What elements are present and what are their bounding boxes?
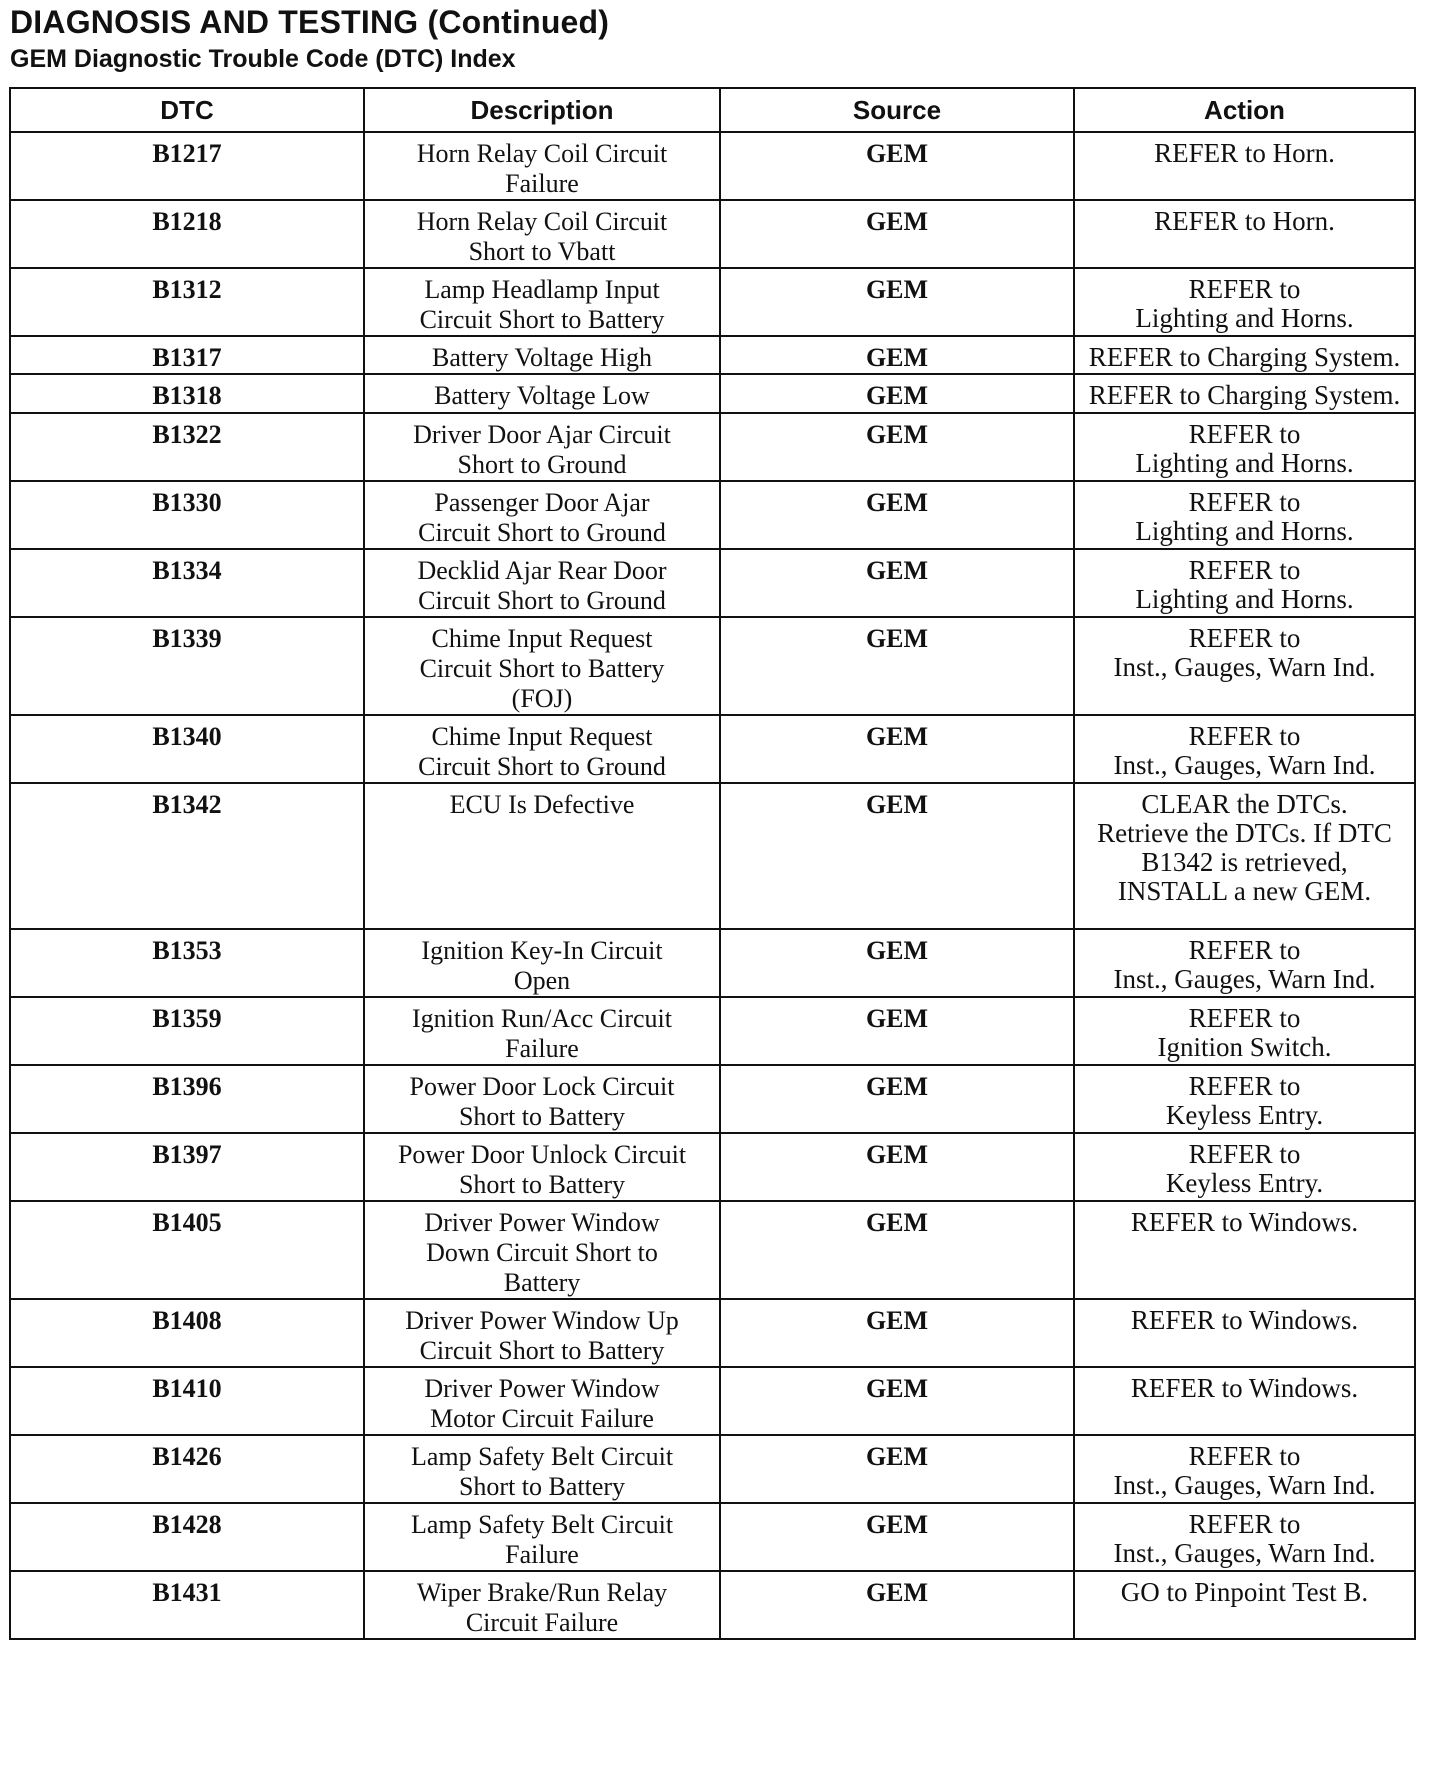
dtc-source: GEM — [720, 997, 1074, 1065]
dtc-action: REFER to Ignition Switch. — [1074, 997, 1415, 1065]
table-row — [10, 1133, 1415, 1201]
dtc-description: Horn Relay Coil Circuit Failure — [364, 132, 720, 200]
dtc-description: Battery Voltage Low — [364, 374, 720, 413]
dtc-source: GEM — [720, 336, 1074, 374]
dtc-source: GEM — [720, 1133, 1074, 1201]
table-row — [10, 715, 1415, 783]
dtc-code: B1431 — [10, 1571, 364, 1639]
dtc-description: Passenger Door Ajar Circuit Short to Ground — [364, 481, 720, 549]
table-row — [10, 549, 1415, 617]
table-body — [10, 132, 1415, 1639]
dtc-action: REFER to Horn. — [1074, 132, 1415, 200]
dtc-code: B1340 — [10, 715, 364, 783]
dtc-code: B1397 — [10, 1133, 364, 1201]
dtc-source: GEM — [720, 481, 1074, 549]
table-row — [10, 997, 1415, 1065]
dtc-action: REFER to Keyless Entry. — [1074, 1133, 1415, 1201]
dtc-code: B1408 — [10, 1299, 364, 1367]
dtc-source: GEM — [720, 783, 1074, 929]
page-title: DIAGNOSIS AND TESTING (Continued) — [10, 4, 610, 40]
dtc-code: B1318 — [10, 374, 364, 413]
dtc-description: Lamp Safety Belt Circuit Failure — [364, 1503, 720, 1571]
table-row — [10, 1435, 1415, 1503]
dtc-source: GEM — [720, 617, 1074, 715]
table-row — [10, 617, 1415, 715]
dtc-index-table — [9, 87, 1416, 1640]
table-row — [10, 783, 1415, 929]
dtc-code: B1339 — [10, 617, 364, 715]
dtc-code: B1218 — [10, 200, 364, 268]
dtc-action: REFER to Charging System. — [1074, 336, 1415, 374]
dtc-description: Battery Voltage High — [364, 336, 720, 374]
dtc-description: Ignition Key-In Circuit Open — [364, 929, 720, 997]
dtc-source: GEM — [720, 1201, 1074, 1299]
table-row — [10, 132, 1415, 200]
dtc-code: B1410 — [10, 1367, 364, 1435]
dtc-source: GEM — [720, 1435, 1074, 1503]
dtc-description: Lamp Headlamp Input Circuit Short to Battery — [364, 268, 720, 336]
dtc-description: Chime Input Request Circuit Short to Battery (FOJ) — [364, 617, 720, 715]
table-row — [10, 929, 1415, 997]
dtc-code: B1428 — [10, 1503, 364, 1571]
dtc-code: B1396 — [10, 1065, 364, 1133]
dtc-source: GEM — [720, 1503, 1074, 1571]
dtc-description: Horn Relay Coil Circuit Short to Vbatt — [364, 200, 720, 268]
dtc-code: B1330 — [10, 481, 364, 549]
dtc-action: REFER to Windows. — [1074, 1367, 1415, 1435]
dtc-source: GEM — [720, 374, 1074, 413]
dtc-action: CLEAR the DTCs. Retrieve the DTCs. If DTC B1342 is retrieved, INSTALL a new GEM. — [1074, 783, 1415, 929]
dtc-action: REFER to Windows. — [1074, 1299, 1415, 1367]
dtc-description: Power Door Unlock Circuit Short to Battery — [364, 1133, 720, 1201]
dtc-code: B1217 — [10, 132, 364, 200]
dtc-source: GEM — [720, 929, 1074, 997]
table-row — [10, 1201, 1415, 1299]
dtc-description: Driver Power Window Up Circuit Short to Battery — [364, 1299, 720, 1367]
column-header-description: Description — [364, 88, 720, 132]
dtc-description: Driver Power Window Motor Circuit Failure — [364, 1367, 720, 1435]
dtc-code: B1353 — [10, 929, 364, 997]
dtc-action: REFER to Lighting and Horns. — [1074, 413, 1415, 481]
dtc-description: Lamp Safety Belt Circuit Short to Battery — [364, 1435, 720, 1503]
column-header-source: Source — [720, 88, 1074, 132]
dtc-description: Chime Input Request Circuit Short to Ground — [364, 715, 720, 783]
table-row — [10, 336, 1415, 374]
dtc-code: B1359 — [10, 997, 364, 1065]
dtc-action: REFER to Lighting and Horns. — [1074, 268, 1415, 336]
dtc-code: B1322 — [10, 413, 364, 481]
dtc-description: ECU Is Defective — [364, 783, 720, 929]
table-row — [10, 481, 1415, 549]
dtc-action: REFER to Inst., Gauges, Warn Ind. — [1074, 929, 1415, 997]
dtc-description: Driver Door Ajar Circuit Short to Ground — [364, 413, 720, 481]
table-row — [10, 1503, 1415, 1571]
table-row — [10, 1065, 1415, 1133]
dtc-source: GEM — [720, 1065, 1074, 1133]
dtc-action: REFER to Charging System. — [1074, 374, 1415, 413]
dtc-description: Driver Power Window Down Circuit Short to Battery — [364, 1201, 720, 1299]
table-title: GEM Diagnostic Trouble Code (DTC) Index — [10, 45, 516, 73]
dtc-action: GO to Pinpoint Test B. — [1074, 1571, 1415, 1639]
dtc-code: B1312 — [10, 268, 364, 336]
dtc-description: Wiper Brake/Run Relay Circuit Failure — [364, 1571, 720, 1639]
dtc-description: Decklid Ajar Rear Door Circuit Short to Ground — [364, 549, 720, 617]
dtc-source: GEM — [720, 1299, 1074, 1367]
dtc-code: B1405 — [10, 1201, 364, 1299]
dtc-action: REFER to Inst., Gauges, Warn Ind. — [1074, 715, 1415, 783]
dtc-source: GEM — [720, 715, 1074, 783]
dtc-code: B1426 — [10, 1435, 364, 1503]
dtc-source: GEM — [720, 1367, 1074, 1435]
table-header-row — [10, 88, 1415, 132]
dtc-source: GEM — [720, 549, 1074, 617]
table-row — [10, 268, 1415, 336]
dtc-code: B1342 — [10, 783, 364, 929]
table-row — [10, 1299, 1415, 1367]
dtc-action: REFER to Inst., Gauges, Warn Ind. — [1074, 1503, 1415, 1571]
dtc-action: REFER to Lighting and Horns. — [1074, 549, 1415, 617]
dtc-description: Ignition Run/Acc Circuit Failure — [364, 997, 720, 1065]
table-row — [10, 374, 1415, 413]
dtc-source: GEM — [720, 268, 1074, 336]
column-header-action: Action — [1074, 88, 1415, 132]
table-row — [10, 413, 1415, 481]
dtc-action: REFER to Inst., Gauges, Warn Ind. — [1074, 1435, 1415, 1503]
column-header-dtc: DTC — [10, 88, 364, 132]
table-row — [10, 1571, 1415, 1639]
table-row — [10, 1367, 1415, 1435]
dtc-source: GEM — [720, 132, 1074, 200]
dtc-code: B1317 — [10, 336, 364, 374]
dtc-action: REFER to Horn. — [1074, 200, 1415, 268]
dtc-code: B1334 — [10, 549, 364, 617]
dtc-action: REFER to Inst., Gauges, Warn Ind. — [1074, 617, 1415, 715]
dtc-action: REFER to Windows. — [1074, 1201, 1415, 1299]
dtc-source: GEM — [720, 200, 1074, 268]
dtc-source: GEM — [720, 1571, 1074, 1639]
dtc-action: REFER to Keyless Entry. — [1074, 1065, 1415, 1133]
dtc-source: GEM — [720, 413, 1074, 481]
dtc-action: REFER to Lighting and Horns. — [1074, 481, 1415, 549]
dtc-description: Power Door Lock Circuit Short to Battery — [364, 1065, 720, 1133]
table-row — [10, 200, 1415, 268]
